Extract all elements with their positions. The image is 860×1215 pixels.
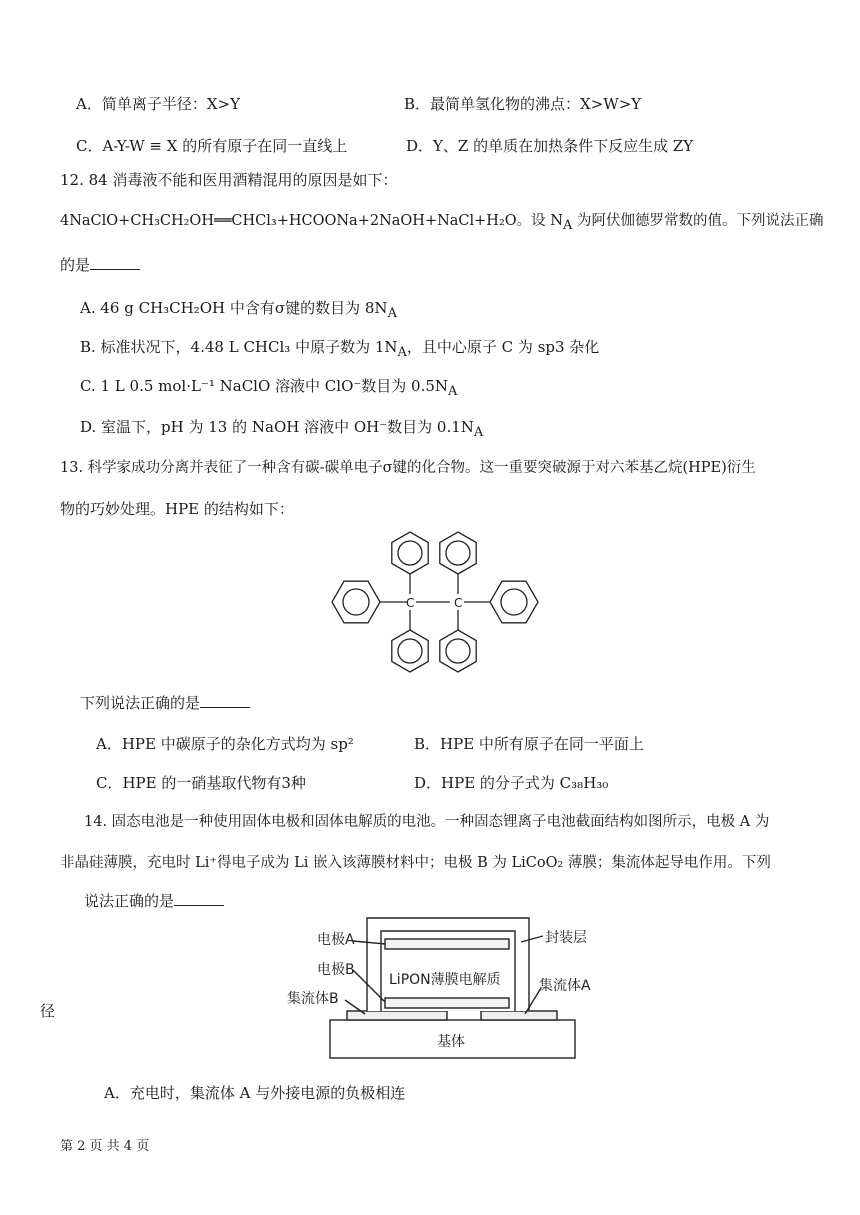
q12-question: 的是: [60, 258, 140, 273]
q13-stem-line1: 13. 科学家成功分离并表征了一种含有碳-碳单电子σ键的化合物。这一重要突破源于对六苯基乙烷(HPE)衍生: [60, 460, 756, 476]
q13-stem-line2: 物的巧妙处理。HPE 的结构如下：: [60, 500, 294, 518]
phenyl-ring-top-right: [440, 532, 476, 574]
q11-option-c: C．A-Y-W ≡ X 的所有原子在同一直线上: [76, 137, 348, 155]
label-substrate: 基体: [437, 1034, 465, 1050]
phenyl-ring-bottom-right: [440, 630, 476, 672]
q13-option-d: D．HPE 的分子式为 C₃₈H₃₀: [414, 774, 609, 792]
label-electrode-b: 电极B: [317, 962, 355, 978]
q14-stem-line1: 14. 固态电池是一种使用固体电极和固体电解质的电池。一种固态锂离子电池截面结构如图所示，电极 A 为: [84, 814, 770, 830]
q11-option-a: A．简单离子半径：X>Y: [76, 95, 240, 113]
label-seal-layer: 封装层: [545, 930, 587, 946]
hpe-structure-diagram: [320, 520, 550, 680]
electrode-b-layer: [385, 998, 509, 1008]
q12-option-a: A. 46 g CH₃CH₂OH 中含有σ键的数目为 $8N_A$: [80, 299, 397, 321]
collector-a-layer: [481, 1011, 557, 1020]
q13-question: 下列说法正确的是: [80, 696, 250, 711]
q12-stem: 12. 84 消毒液不能和医用酒精混用的原因是如下：: [60, 171, 398, 189]
q14-stem-line2: 非晶硅薄膜，充电时 Li⁺得电子成为 Li 嵌入该薄膜材料中；电极 B 为 LiCoO₂ 薄膜；集流体起导电作用。下列: [60, 855, 771, 871]
q12-option-b: B. 标准状况下，4.48 L CHCl₃ 中原子数为 $1N_A$，且中心原子 C 为 sp3 杂化: [80, 338, 600, 360]
margin-mark: 径: [40, 1002, 56, 1020]
carbon-label-right: C: [454, 596, 463, 610]
carbon-label-left: C: [406, 596, 415, 610]
q14-option-a: A．充电时，集流体 A 与外接电源的负极相连: [104, 1084, 406, 1102]
q11-option-d: D．Y、Z 的单质在加热条件下反应生成 ZY: [406, 137, 694, 155]
label-collector-a: 集流体A: [539, 978, 591, 994]
label-electrolyte: LiPON薄膜电解质: [389, 972, 501, 988]
phenyl-ring-bottom-left: [392, 630, 428, 672]
q13-option-b: B．HPE 中所有原子在同一平面上: [414, 735, 644, 753]
page-footer: 第 2 页 共 4 页: [60, 1139, 150, 1154]
label-collector-b: 集流体B: [287, 991, 339, 1007]
phenyl-ring-left: [332, 581, 380, 623]
q12-option-c: C. 1 L 0.5 mol·L⁻¹ NaClO 溶液中 ClO⁻数目为 $0.5N_A$: [80, 377, 458, 399]
q12-equation: 4NaClO+CH₃CH₂OH══CHCl₃+HCOONa+2NaOH+NaCl+H₂O。设 $N_A$ 为阿伏伽德罗常数的值。下列说法正确: [60, 213, 824, 233]
electrode-a-layer: [385, 939, 509, 949]
phenyl-ring-right: [490, 581, 538, 623]
q13-option-c: C．HPE 的一硝基取代物有3种: [96, 774, 306, 792]
label-electrode-a: 电极A: [317, 932, 355, 948]
q13-option-a: A．HPE 中碳原子的杂化方式均为 sp²: [96, 735, 354, 753]
q12-option-d: D. 室温下，pH 为 13 的 NaOH 溶液中 OH⁻数目为 $0.1N_A$: [80, 418, 484, 440]
q14-question: 说法正确的是: [84, 894, 224, 909]
battery-cross-section-diagram: [285, 910, 605, 1065]
seal-layer-outline: [367, 918, 529, 1011]
phenyl-ring-top-left: [392, 532, 428, 574]
q11-option-b: B．最简单氢化物的沸点：X>W>Y: [404, 95, 642, 113]
